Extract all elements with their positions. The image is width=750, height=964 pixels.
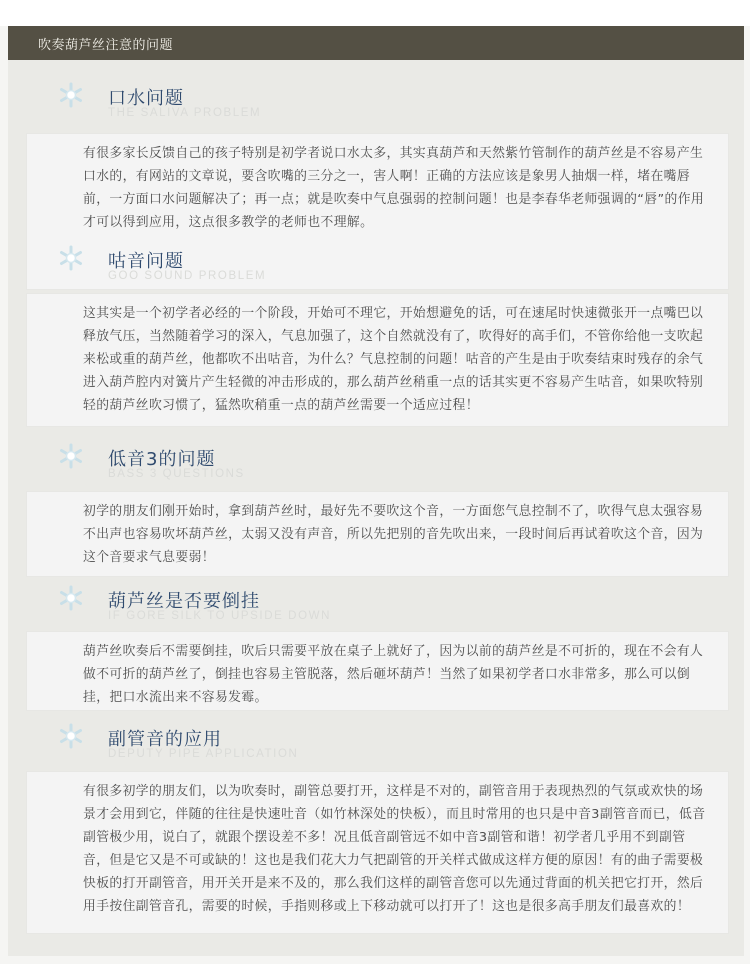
section-body: 有很多初学的朋友们，以为吹奏时，副管总要打开，这样是不对的，副管音用于表现热烈的气氛或欢快的场景才会用到它，伴随的往往是快速吐音（如竹林深处的快板），而且时常用的也只是中音3副管音而已，低音副管极少用，说白了，就跟个摆设差不多！况且低音副管远不如中音3副管和谐！初学者几乎用不到副管音，但是它又是不可或缺的！这也是我们花大力气把副管的开关样式做成这样方便的原因！有的曲子需要极快板的打开副管音，用开关开是来不及的，那么我们这样的副管音您可以先通过背面的机关把它打开，然后用手按住副管音孔，需要的时候，手指则移或上下移动就可以打开了！这也是很多高手朋友们最喜欢的！ [83, 784, 706, 914]
section-body: 这其实是一个初学者必经的一个阶段，开始可不理它，开始想避免的话，可在速尾时快速微张开一点嘴巴以释放气压，当然随着学习的深入，气息加强了，这个自然就没有了，吹得好的高手们，不管你给他一支吹起来松或重的葫芦丝，他都吹不出咕音，为什么？气息控制的问题！咕音的产生是由于吹奏结束时残存的余气进入葫芦腔内对簧片产生轻微的冲击形成的，那么葫芦丝稍重一点的话其实更不容易产生咕音，如果吹特别轻的葫芦丝吹习惯了，猛然吹稍重一点的葫芦丝需要一个适应过程！ [83, 306, 704, 413]
section-saliva [8, 60, 744, 230]
section-subtitle: BASS 3 QUESTIONS [108, 468, 245, 480]
snowflake-icon [58, 723, 84, 749]
header-bar [8, 26, 744, 60]
section-bass-3 [8, 421, 744, 565]
section-header [8, 60, 744, 119]
snowflake-icon [58, 245, 84, 271]
section-header [8, 563, 744, 622]
content-panel [8, 60, 744, 956]
section-subtitle: THE SALIVA PROBLEM [108, 107, 262, 119]
snowflake-icon [58, 585, 84, 611]
section-header [8, 421, 744, 480]
snowflake-icon [58, 82, 84, 108]
section-body-box [26, 293, 729, 427]
section-header [8, 701, 744, 760]
section-body: 初学的朋友们刚开始时，拿到葫芦丝时，最好先不要吹这个音，一方面您气息控制不了，吹得气息太强容易不出声也容易吹坏葫芦丝，太弱又没有声音，所以先把别的音先吹出来，一段时间后再试着吹这个音，因为这个音要求气息要弱！ [83, 504, 704, 565]
section-upside-down [8, 563, 744, 705]
section-body: 葫芦丝吹奏后不需要倒挂，吹后只需要平放在桌子上就好了，因为以前的葫芦丝是不可折的，现在不会有人做不可折的葫芦丝了，倒挂也容易主管脱落，然后砸坏葫芦！当然了如果初学者口水非常多，那么可以倒挂，把口水流出来不容易发霉。 [83, 644, 704, 705]
page-title: 吹奏葫芦丝注意的问题 [38, 37, 174, 53]
section-header [8, 223, 744, 282]
section-title: 低音3的问题 [108, 449, 216, 470]
top-band [0, 0, 750, 26]
section-title: 葫芦丝是否要倒挂 [108, 591, 260, 612]
section-title: 口水问题 [108, 88, 184, 109]
section-title: 咕音问题 [108, 251, 184, 272]
snowflake-icon [58, 443, 84, 469]
section-body: 有很多家长反馈自己的孩子特别是初学者说口水太多，其实真葫芦和天然紫竹管制作的葫芦丝是不容易产生口水的，有网站的文章说，要含吹嘴的三分之一，害人啊！正确的方法应该是象男人抽烟一样，堵在嘴唇前，一方面口水问题解决了；再一点；就是吹奏中气息强弱的控制问题！也是李春华老师强调的“唇”的作用才可以得到应用，这点很多教学的老师也不理解。 [83, 146, 705, 230]
section-body-box [26, 771, 729, 934]
section-title: 副管音的应用 [108, 729, 222, 750]
section-body-box [26, 631, 729, 711]
section-subtitle: IF GORE SILK TO UPSIDE DOWN [108, 610, 331, 622]
section-deputy-pipe [8, 701, 744, 914]
section-subtitle: GOO SOUND PROBLEM [108, 270, 267, 282]
section-subtitle: DEPUTY PIPE APPLICATION [108, 748, 299, 760]
section-goo-sound [8, 223, 744, 413]
